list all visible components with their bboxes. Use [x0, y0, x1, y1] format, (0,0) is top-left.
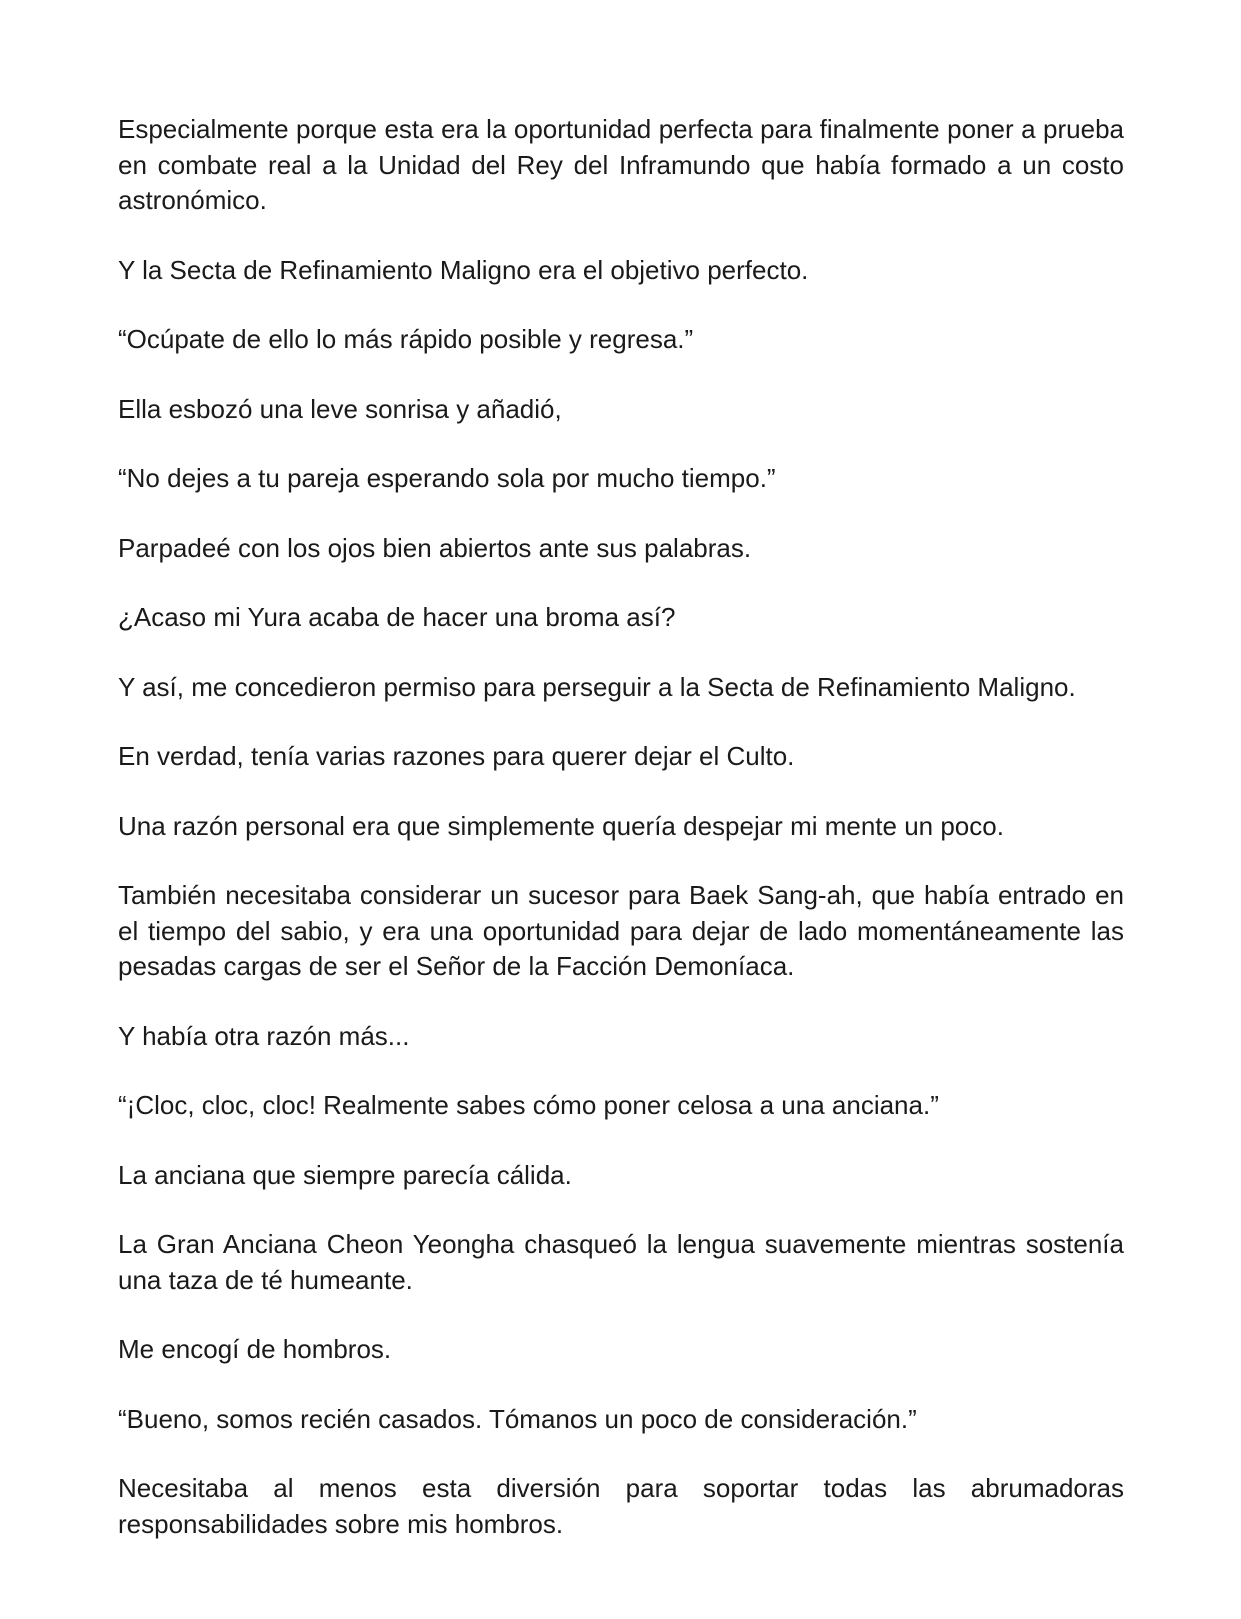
paragraph: Y había otra razón más...: [118, 1020, 410, 1051]
paragraph: En verdad, tenía varias razones para querer dejar el Culto.: [118, 741, 795, 771]
paragraph: La anciana que siempre parecía cálida.: [118, 1159, 572, 1190]
paragraph: Especialmente porque esta era la oportunidad perfecta para finalmente poner a prueba en combate real a la Unidad del Rey del Inframundo que había formado a un costo astronómico.: [118, 114, 1124, 215]
paragraph: Me encogí de hombros.: [118, 1334, 392, 1364]
paragraph: Y así, me concedieron permiso para perseguir a la Secta de Refinamiento Maligno.: [118, 671, 1076, 702]
document-page: [118, 112, 1124, 1542]
paragraph: “¡Cloc, cloc, cloc! Realmente sabes cómo poner celosa a una anciana.”: [118, 1090, 939, 1120]
paragraph: Y la Secta de Refinamiento Maligno era el objetivo perfecto.: [118, 254, 809, 285]
paragraph: La Gran Anciana Cheon Yeongha chasqueó la lengua suavemente mientras sostenía una taza de té humeante.: [118, 1229, 1124, 1295]
paragraph: Una razón personal era que simplemente quería despejar mi mente un poco.: [118, 810, 1004, 841]
paragraph: También necesitaba considerar un sucesor para Baek Sang-ah, que había entrado en el tiempo del sabio, y era una oportunidad para dejar de lado momentáneamente las pesadas cargas de ser el Señor de la Facción Demoníaca.: [118, 880, 1124, 981]
paragraph: Parpadeé con los ojos bien abiertos ante sus palabras.: [118, 532, 752, 563]
paragraph: “No dejes a tu pareja esperando sola por mucho tiempo.”: [118, 463, 776, 493]
paragraph: ¿Acaso mi Yura acaba de hacer una broma así?: [118, 602, 676, 632]
paragraph: Necesitaba al menos esta diversión para soportar todas las abrumadoras responsabilidades sobre mis hombros.: [118, 1473, 1124, 1539]
paragraph: “Bueno, somos recién casados. Tómanos un poco de consideración.”: [118, 1403, 917, 1434]
paragraph: Ella esbozó una leve sonrisa y añadió,: [118, 393, 562, 424]
paragraph: “Ocúpate de ello lo más rápido posible y regresa.”: [118, 324, 694, 354]
